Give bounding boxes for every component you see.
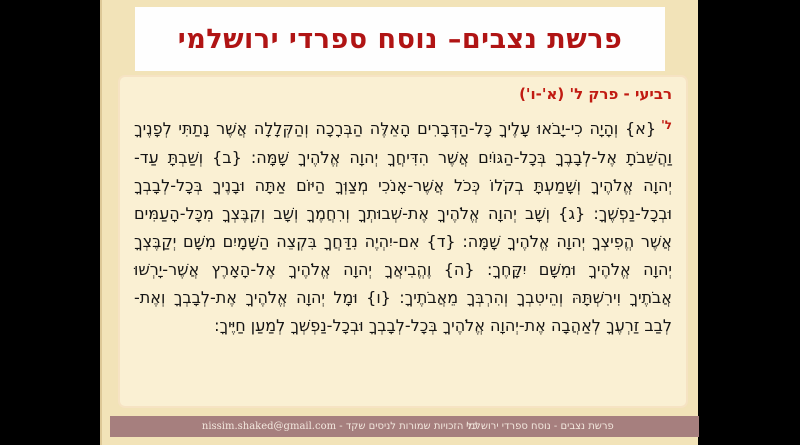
slide-title-box: [135, 7, 665, 71]
torah-text-panel: [118, 75, 688, 408]
section-heading: רביעי - פרק ל' (א'-ו'): [519, 85, 672, 103]
footer-slide-label: פרשת נצבים - נוסח ספרדי ירושלמי: [466, 421, 614, 432]
torah-text-line: [134, 115, 672, 144]
footer-copyright-email: כל הזכויות שמורות לניסים שקד - nissim.shaked@gmail.com: [201, 421, 478, 432]
slide-title: פרשת נצבים– נוסח ספרדי ירושלמי: [177, 23, 623, 55]
torah-line-text: {א} וְהָיָה כִי-יָבֹאוּ עָלֶיךָ כָּל-הַדְּבָרִים הָאֵלֶּה הַבְּרָכָה וְהַקְּלָלָה אֲשֶׁר נָתַתִּי לְפָנֶיךָ: [134, 119, 657, 138]
torah-text-line: וּבְכָל-נַפְשֶׁךָ: {ג} וְשָׁב יְהוָה אֱלֹהֶיךָ אֶת-שְׁבוּתְךָ וְרִחֲמֶךָ וְשָׁב וְקִבֶּצְךָ מִכָּל-הָעַמִּים: [134, 204, 672, 223]
letterbox-left: [0, 0, 100, 445]
torah-text-line: וַהֲשֵׁבֹתָ אֶל-לְבָבֶךָ בְּכָל-הַגּוֹיִם אֲשֶׁר הִדִּיחֲךָ יְהוָה אֱלֹהֶיךָ שָׁמָּה: {ב} וְשַׁבְתָּ עַד-: [134, 148, 672, 167]
chapter-marker: ל': [661, 118, 672, 132]
torah-text-line: יְהוָה אֱלֹהֶיךָ וְשָׁמַעְתָּ בְקֹלוֹ כְּכֹל אֲשֶׁר-אָנֹכִי מְצַוְּךָ הַיּוֹם אַתָּה וּבָנֶיךָ בְּכָל-לְבָבְךָ: [134, 176, 672, 195]
torah-text-line: אֲשֶׁר הֱפִיצְךָ יְהוָה אֱלֹהֶיךָ שָׁמָּה: {ד} אִם-יִהְיֶה נִדַּחֲךָ בִּקְצֵה הַשָּׁמָיִם מִשָּׁם יְקַבֶּצְךָ: [134, 232, 672, 251]
letterbox-right: [698, 0, 800, 445]
torah-text: [134, 115, 672, 340]
footer-bar: [110, 416, 699, 437]
torah-text-line: אֲבֹתֶיךָ וִירִשְׁתָּהּ וְהֵיטִבְךָ וְהִרְבְּךָ מֵאֲבֹתֶיךָ: {ו} וּמָל יְהוָה אֱלֹהֶיךָ אֶת-לְבָבְךָ וְאֶת-: [134, 288, 672, 307]
torah-text-line: לְבַב זַרְעֶךָ לְאַהֲבָה אֶת-יְהוָה אֱלֹהֶיךָ בְּכָל-לְבָבְךָ וּבְכָל-נַפְשְׁךָ לְמַעַן חַיֶּיךָ:: [214, 316, 672, 335]
presentation-slide: [100, 0, 698, 445]
torah-text-line: יְהוָה אֱלֹהֶיךָ וּמִשָּׁם יִקָּחֶךָ: {ה} וֶהֱבִיאֲךָ יְהוָה אֱלֹהֶיךָ אֶל-הָאָרֶץ אֲשֶׁר-יָרְשׁוּ: [134, 260, 672, 279]
